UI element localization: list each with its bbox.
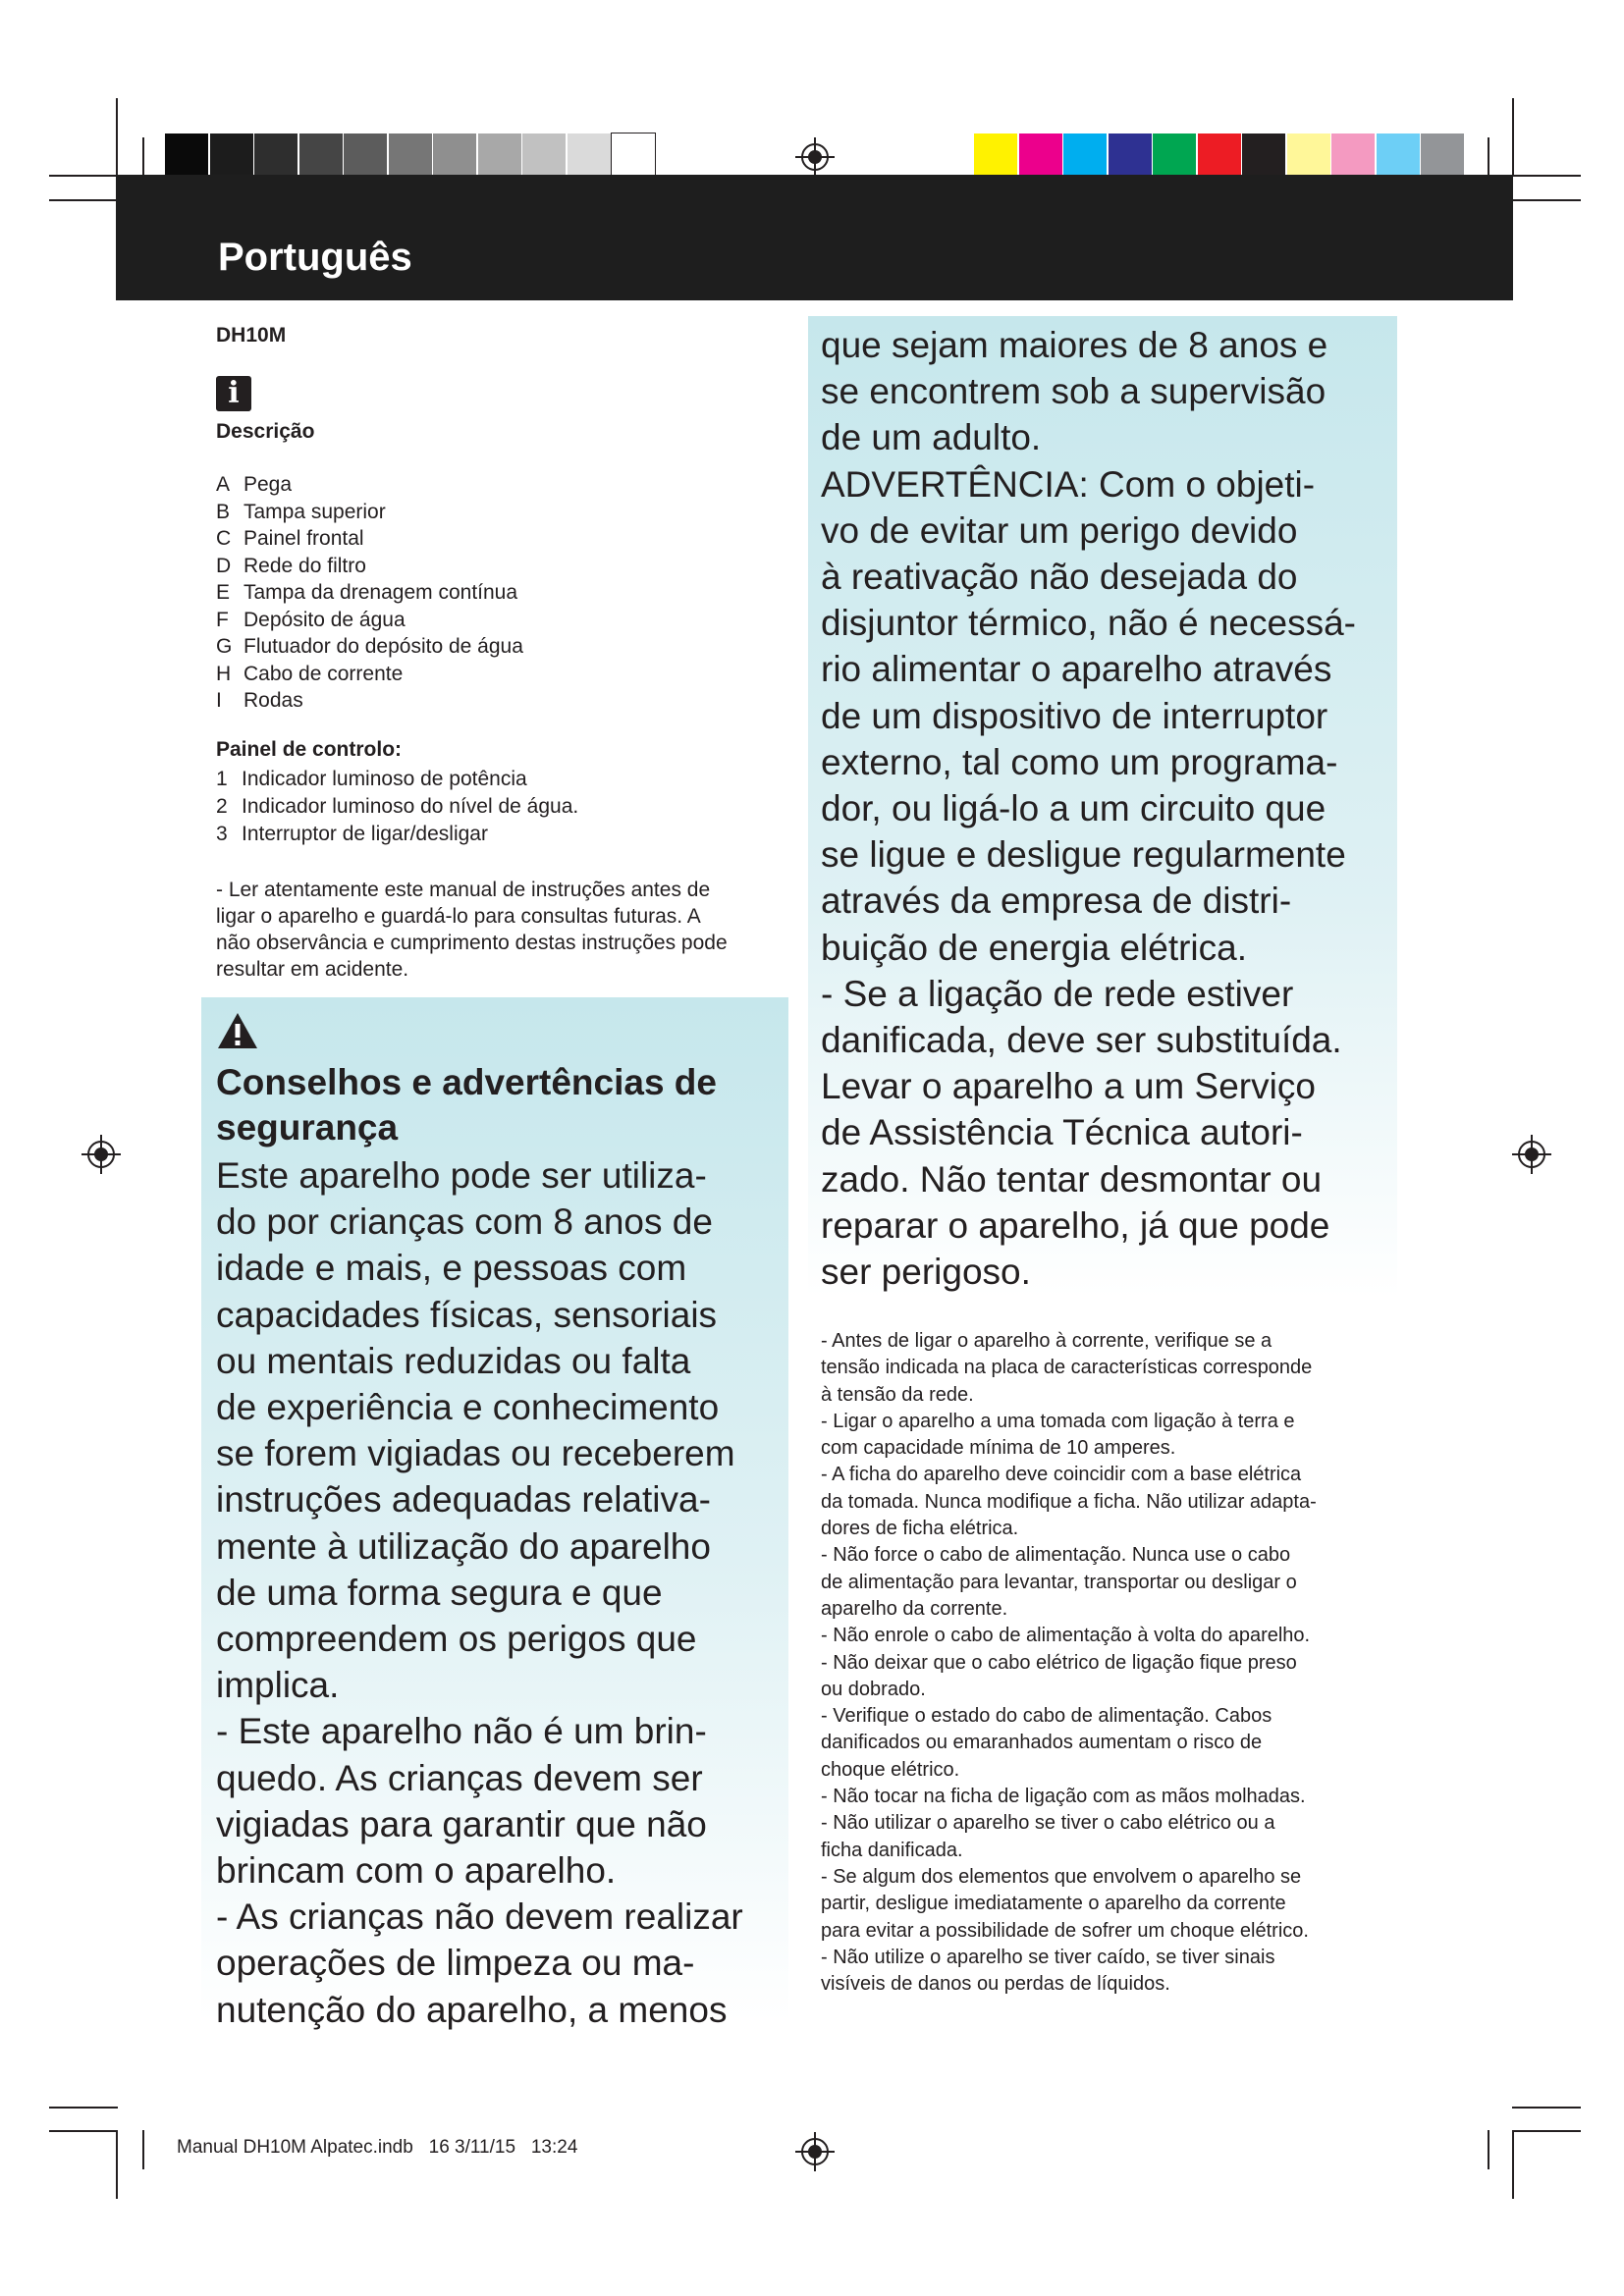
- text-line: à tensão da rede.: [821, 1383, 974, 1406]
- text-line: que sejam maiores de 8 anos e: [821, 325, 1328, 365]
- text-line: de uma forma segura e que: [216, 1572, 663, 1613]
- crop-mark: [49, 175, 118, 177]
- text-line: - Não enrole o cabo de alimentação à volta do aparelho.: [821, 1625, 1311, 1647]
- text-line: - Verifique o estado do cabo de alimentação. Cabos: [821, 1705, 1272, 1728]
- crop-mark: [1512, 2130, 1514, 2199]
- text-line: operações de limpeza ou ma-: [216, 1943, 695, 1984]
- text-line: ligar o aparelho e guardá-lo para consultas futuras. A: [216, 905, 701, 928]
- text-line: ficha danificada.: [821, 1839, 963, 1861]
- safety-text-right: [821, 322, 1410, 1295]
- text-line: reparar o aparelho, já que pode: [821, 1204, 1330, 1246]
- crop-mark: [1488, 137, 1489, 177]
- color-swatch: [1287, 133, 1330, 179]
- text-line: Levar o aparelho a um Serviço: [821, 1066, 1316, 1107]
- crop-mark: [1512, 175, 1581, 177]
- list-item: 2 Indicador luminoso do nível de água.: [216, 795, 579, 818]
- color-swatch: [1421, 133, 1464, 179]
- text-line: danificada, deve ser substituída.: [821, 1020, 1342, 1061]
- text-line: de experiência e conhecimento: [216, 1387, 720, 1428]
- registration-mark-icon: [795, 137, 835, 177]
- text-line: - Se a ligação de rede estiver: [821, 973, 1294, 1014]
- crop-mark: [1512, 199, 1581, 201]
- text-line: implica.: [216, 1665, 340, 1706]
- text-line: se forem vigiadas ou receberem: [216, 1433, 735, 1474]
- color-swatch: [344, 133, 387, 179]
- color-swatch: [522, 133, 566, 179]
- info-icon: i: [216, 376, 251, 411]
- text-line: vigiadas para garantir que não: [216, 1803, 707, 1844]
- text-line: ou dobrado.: [821, 1678, 926, 1700]
- list-item: D Rede do filtro: [216, 554, 366, 577]
- control-panel-heading: Painel de controlo:: [216, 738, 403, 761]
- text-line: tensão indicada na placa de características corresponde: [821, 1357, 1313, 1379]
- registration-mark-icon: [1512, 1135, 1551, 1174]
- crop-mark: [1512, 2130, 1581, 2132]
- text-line: segurança: [216, 1107, 399, 1148]
- model-name: DH10M: [216, 324, 287, 347]
- registration-mark-icon: [81, 1135, 121, 1174]
- print-slug: Manual DH10M Alpatec.indb 16 3/11/15 13:24: [177, 2137, 578, 2158]
- text-line: do por crianças com 8 anos de: [216, 1201, 713, 1243]
- text-line: - Antes de ligar o aparelho à corrente, verifique se a: [821, 1330, 1272, 1352]
- text-line: para evitar a possibilidade de sofrer um choque elétrico.: [821, 1919, 1309, 1942]
- safety-text-left: [216, 1152, 805, 2033]
- color-swatch: [1153, 133, 1196, 179]
- color-swatch: [299, 133, 343, 179]
- text-line: de Assistência Técnica autori-: [821, 1112, 1303, 1153]
- crop-mark: [1512, 2107, 1581, 2109]
- text-line: zado. Não tentar desmontar ou: [821, 1158, 1323, 1200]
- color-swatch: [433, 133, 476, 179]
- text-line: ADVERTÊNCIA: Com o objeti-: [821, 463, 1316, 505]
- color-swatch: [389, 133, 432, 179]
- text-line: da tomada. Nunca modifique a ficha. Não utilizar adapta-: [821, 1490, 1317, 1513]
- text-line: rio alimentar o aparelho através: [821, 649, 1332, 690]
- parts-list: [216, 471, 523, 715]
- text-line: nutenção do aparelho, a menos: [216, 1989, 728, 2030]
- text-line: se encontrem sob a supervisão: [821, 371, 1326, 412]
- color-swatch: [1063, 133, 1107, 179]
- crop-mark: [49, 2107, 118, 2109]
- color-swatch: [478, 133, 521, 179]
- text-line: disjuntor térmico, não é necessá-: [821, 603, 1356, 644]
- text-line: - Se algum dos elementos que envolvem o aparelho se: [821, 1865, 1302, 1888]
- registration-mark-icon: [795, 2132, 835, 2171]
- crop-mark: [142, 137, 144, 177]
- text-line: de um adulto.: [821, 417, 1042, 458]
- text-line: - A ficha do aparelho deve coincidir com a base elétrica: [821, 1464, 1302, 1486]
- text-line: à reativação não desejada do: [821, 557, 1298, 598]
- color-swatch: [1242, 133, 1285, 179]
- text-line: ser perigoso.: [821, 1252, 1031, 1293]
- crop-mark: [116, 98, 118, 177]
- text-line: capacidades físicas, sensoriais: [216, 1294, 718, 1335]
- list-item: A Pega: [216, 473, 293, 496]
- safety-title: [216, 1060, 805, 1150]
- text-line: mente à utilização do aparelho: [216, 1525, 711, 1567]
- text-line: dores de ficha elétrica.: [821, 1518, 1019, 1540]
- text-line: - Não utilizar o aparelho se tiver o cabo elétrico ou a: [821, 1812, 1275, 1835]
- list-item: 1 Indicador luminoso de potência: [216, 768, 527, 790]
- crop-mark: [1488, 2130, 1489, 2169]
- text-line: - As crianças não devem realizar: [216, 1896, 743, 1938]
- text-line: resultar em acidente.: [216, 958, 409, 981]
- list-item: E Tampa da drenagem contínua: [216, 581, 518, 604]
- text-line: - Este aparelho não é um brin-: [216, 1711, 707, 1752]
- text-line: instruções adequadas relativa-: [216, 1479, 711, 1521]
- language-title: Português: [218, 236, 412, 279]
- text-line: danificados ou emaranhados aumentam o risco de: [821, 1732, 1263, 1754]
- intro-paragraph: [216, 877, 785, 983]
- text-line: através da empresa de distri-: [821, 881, 1292, 922]
- text-line: - Não force o cabo de alimentação. Nunca use o cabo: [821, 1544, 1291, 1567]
- crop-mark: [116, 2130, 118, 2199]
- list-item: G Flutuador do depósito de água: [216, 635, 523, 658]
- color-swatch: [254, 133, 298, 179]
- color-swatch: [612, 133, 655, 179]
- text-line: Conselhos e advertências de: [216, 1062, 717, 1102]
- text-line: - Não utilize o aparelho se tiver caído, se tiver sinais: [821, 1946, 1275, 1968]
- color-swatch: [1019, 133, 1062, 179]
- text-line: - Ler atentamente este manual de instruções antes de: [216, 879, 711, 901]
- list-item: I Rodas: [216, 689, 303, 712]
- warnings-list: [821, 1328, 1410, 1998]
- text-line: aparelho da corrente.: [821, 1597, 1008, 1620]
- color-swatch: [210, 133, 253, 179]
- text-line: não observância e cumprimento destas instruções pode: [216, 932, 728, 954]
- list-item: C Painel frontal: [216, 527, 364, 550]
- crop-mark: [49, 2130, 118, 2132]
- text-line: - Não tocar na ficha de ligação com as mãos molhadas.: [821, 1786, 1306, 1808]
- color-swatch: [1109, 133, 1152, 179]
- color-swatch: [1377, 133, 1420, 179]
- description-heading: Descrição: [216, 420, 315, 443]
- color-swatch: [1198, 133, 1241, 179]
- text-line: com capacidade mínima de 10 amperes.: [821, 1437, 1176, 1460]
- text-line: choque elétrico.: [821, 1758, 960, 1781]
- text-line: brincam com o aparelho.: [216, 1850, 617, 1892]
- crop-mark: [49, 199, 118, 201]
- list-item: F Depósito de água: [216, 608, 406, 631]
- text-line: externo, tal como um programa-: [821, 741, 1338, 782]
- text-line: - Não deixar que o cabo elétrico de ligação fique preso: [821, 1651, 1297, 1674]
- color-swatch: [1331, 133, 1375, 179]
- text-line: vo de evitar um perigo devido: [821, 509, 1298, 551]
- text-line: Este aparelho pode ser utiliza-: [216, 1155, 707, 1196]
- crop-mark: [1512, 98, 1514, 177]
- list-item: H Cabo de corrente: [216, 662, 404, 685]
- text-line: se ligue e desligue regularmente: [821, 834, 1346, 876]
- crop-mark: [142, 2130, 144, 2169]
- warning-triangle-icon: [216, 1011, 259, 1050]
- list-item: 3 Interruptor de ligar/desligar: [216, 823, 488, 845]
- color-swatch: [165, 133, 208, 179]
- text-line: compreendem os perigos que: [216, 1619, 697, 1660]
- color-swatch: [568, 133, 611, 179]
- text-line: ou mentais reduzidas ou falta: [216, 1340, 691, 1381]
- text-line: - Ligar o aparelho a uma tomada com ligação à terra e: [821, 1410, 1295, 1432]
- text-line: de um dispositivo de interruptor: [821, 695, 1328, 736]
- list-item: B Tampa superior: [216, 500, 386, 523]
- text-line: buição de energia elétrica.: [821, 927, 1248, 968]
- text-line: dor, ou ligá-lo a um circuito que: [821, 788, 1326, 829]
- text-line: de alimentação para levantar, transportar ou desligar o: [821, 1571, 1297, 1593]
- text-line: quedo. As crianças devem ser: [216, 1757, 703, 1798]
- control-panel-list: [216, 766, 578, 848]
- text-line: visíveis de danos ou perdas de líquidos.: [821, 1973, 1170, 1996]
- text-line: idade e mais, e pessoas com: [216, 1248, 687, 1289]
- color-swatch: [974, 133, 1017, 179]
- text-line: partir, desligue imediatamente o aparelho da corrente: [821, 1893, 1286, 1915]
